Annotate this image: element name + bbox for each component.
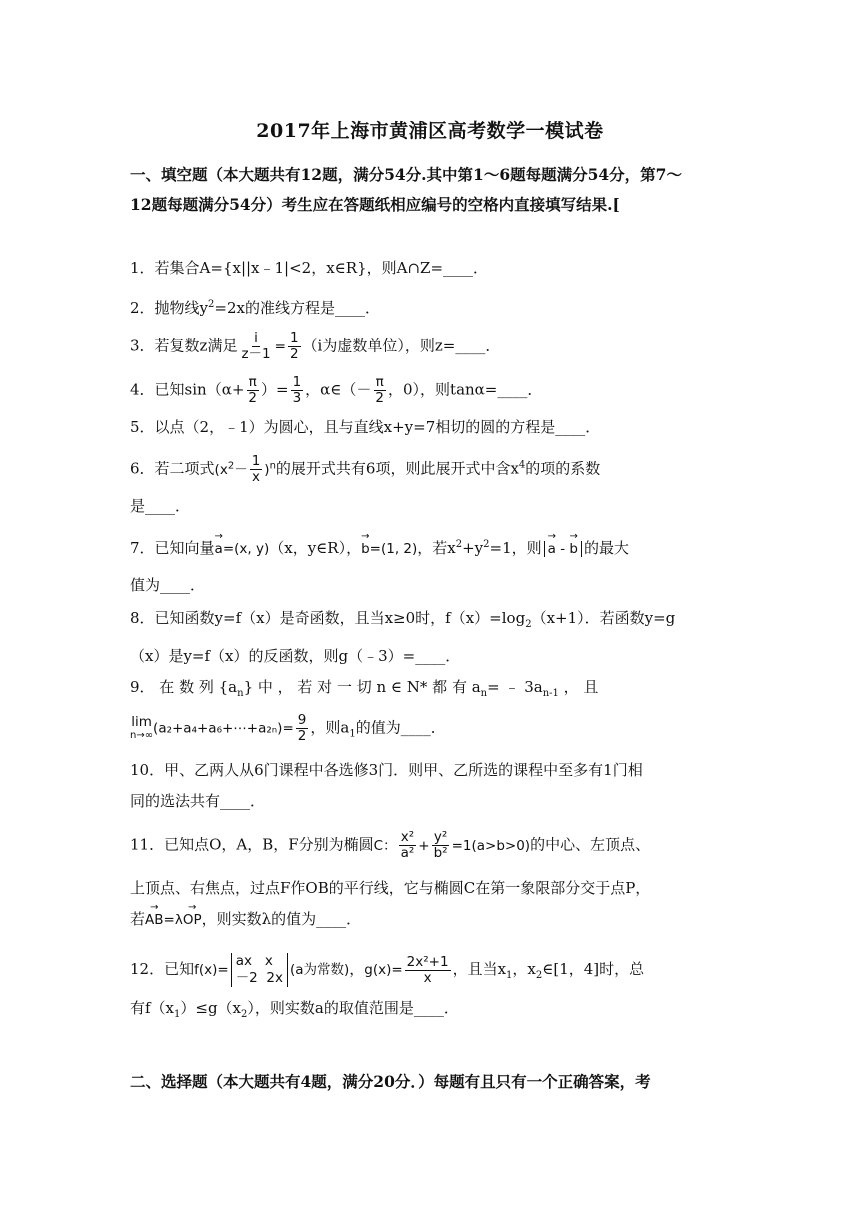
- q7-vector-a-expr: [215, 541, 270, 557]
- q11-text-b: 的中心、左顶点、: [530, 835, 651, 854]
- question-9: [130, 676, 730, 746]
- q11-den1: a²: [400, 845, 415, 861]
- q4-den3: 2: [375, 390, 384, 406]
- q11-ellipse-eq: [373, 829, 531, 861]
- q12-line2-sub2: 2: [241, 1009, 248, 1020]
- q7-expr2: =(1, 2): [369, 541, 418, 557]
- q12-sub1: 1: [506, 970, 513, 981]
- q7-line2: 值为____．: [130, 576, 206, 594]
- q4-num1: π: [248, 374, 257, 390]
- q3-fraction-1: [239, 331, 272, 362]
- q6-num: 1: [251, 453, 261, 469]
- q3-text-a: 3．若复数z满足: [130, 336, 238, 355]
- q9-line1: [130, 676, 730, 705]
- q9-text-b: } 中 ， 若 对 一 切 n ∈ N* 都 有 a: [243, 678, 481, 696]
- question-4: [130, 375, 730, 406]
- q6-expr-b: －: [234, 461, 248, 478]
- question-1: 1．若集合A={x||x﹣1|<2，x∈R}，则A∩Z=____．: [130, 259, 489, 277]
- q11-vector-eq: [145, 912, 202, 928]
- q4-den1: 2: [248, 390, 257, 406]
- q12-line2-c: ），则实数a的取值范围是____．: [247, 999, 459, 1017]
- q6-den: x: [251, 469, 260, 485]
- q9-sub-n-2: n: [480, 688, 488, 699]
- q11-vector-op: → OP: [183, 909, 202, 931]
- q3-den2: 2: [289, 346, 299, 362]
- q12-text-a: 12．已知: [130, 960, 195, 978]
- q11-num2: y²: [433, 829, 448, 845]
- q11-line1: [130, 830, 730, 861]
- q12-det-row1: ax x: [235, 953, 273, 969]
- q12-sub2: 2: [535, 970, 543, 981]
- q11-text-a: 11．已知点O，A，B，F分别为椭圆: [130, 835, 374, 854]
- q12-line1: [130, 953, 730, 987]
- question-6: [130, 454, 730, 517]
- q12-line2: [130, 997, 730, 1026]
- q11-line3-b: ，则实数λ的值为____．: [201, 910, 362, 928]
- q12-text-b: ，且当x: [452, 960, 507, 978]
- question-8: [130, 607, 730, 667]
- q11-cond: =1(a>b>0): [451, 837, 531, 854]
- q11-plus: +: [418, 837, 430, 854]
- q12-const: (a为常数): [289, 962, 350, 978]
- q11-den2: b²: [433, 845, 448, 861]
- q9-limit: [130, 715, 153, 743]
- q12-gx: g(x)=: [364, 962, 403, 978]
- q4-den2: 3: [292, 390, 302, 406]
- q3-num2: 1: [289, 330, 299, 346]
- question-2: [130, 294, 730, 319]
- q3-eq: =: [274, 338, 286, 355]
- q9-expr: (a₂+a₄+a₆+⋯+a₂ₙ)=: [153, 720, 294, 737]
- q6-text-a: 6．若二项式: [130, 459, 215, 478]
- q11-eq-lambda: =λ: [163, 912, 183, 928]
- q9-lim: lim: [131, 713, 152, 730]
- q7-text-e: =1，则: [489, 539, 542, 557]
- q6-expr-sup: 2: [227, 460, 235, 471]
- q7-text-f: 的最大: [583, 539, 629, 557]
- q10-line2: 同的选法共有____．: [130, 792, 266, 810]
- q7-text-b: （x，y∈R），: [269, 539, 362, 557]
- q6-binomial: [214, 453, 276, 485]
- q12-text-d: ∈[1，4]时，总: [542, 960, 645, 978]
- q9-tail-b: 的值为____．: [355, 718, 446, 737]
- q7-line1: [130, 534, 730, 560]
- q9-text-a: 9． 在 数 列 {a: [130, 678, 238, 696]
- q3-text-b: （i为虚数单位），则z=____．: [302, 336, 501, 355]
- section2-heading: 二、选择题（本大题共有4题，满分20分．）每题有且只有一个正确答案，考: [130, 1072, 651, 1091]
- q4-text-d: ，0），则tanα=____．: [388, 380, 543, 399]
- q3-num1: i: [254, 330, 258, 346]
- q12-den: x: [423, 969, 432, 986]
- q8-line1: [130, 607, 730, 636]
- q6-sup4: 4: [518, 459, 526, 471]
- q8-sub: 2: [525, 619, 532, 630]
- q9-fraction: [296, 713, 309, 744]
- q6-text-b: 的展开式共有6项，则此展开式中含x: [275, 459, 519, 478]
- section1-heading-line1: 一、填空题（本大题共有12题，满分54分.其中第1～6题每题满分54分，第7～: [130, 165, 682, 184]
- q7-vector-b-expr: [361, 541, 417, 557]
- q4-fraction-3: [373, 375, 386, 406]
- question-10: [130, 759, 730, 812]
- section1-heading-line2: 12题每题满分54分）考生应在答题纸相应编号的空格内直接填写结果.[: [130, 195, 620, 214]
- section1-heading: [130, 160, 730, 220]
- q6-fraction: [250, 454, 263, 485]
- q9-text-d: ， 且: [558, 678, 599, 696]
- question-11: [130, 830, 730, 931]
- q4-text-a: 4．已知sin（α+: [130, 380, 245, 399]
- q7-vector-a: → a: [215, 538, 223, 560]
- q3-den1: z－1: [241, 346, 271, 362]
- q7-abs-vector-a: → a: [548, 538, 556, 560]
- q7-expr1: =(x, y): [222, 541, 270, 557]
- q7-sup-2: 2: [483, 539, 490, 550]
- q11-ell: C：: [373, 837, 397, 854]
- q6-line1: [130, 454, 730, 485]
- q6-line2: 是____．: [130, 497, 191, 515]
- q9-sub-n: n: [237, 688, 244, 699]
- q11-line3: [130, 908, 730, 931]
- q3-fraction-2: [288, 331, 301, 362]
- q11-vector-ab: → AB: [145, 909, 164, 931]
- q2-text-b: =2x的准线方程是____．: [214, 299, 380, 317]
- q8-line2: （x）是y=f（x）的反函数，则g（﹣3）=____．: [130, 647, 461, 665]
- q4-text-b: ）=: [261, 380, 289, 399]
- q12-fraction: [405, 955, 451, 986]
- question-5: 5．以点（2，﹣1）为圆心，且与直线x+y=7相切的圆的方程是____．: [130, 418, 601, 436]
- q12-line2-sub1: 1: [174, 1009, 181, 1020]
- q2-sup: 2: [208, 299, 215, 310]
- q6-expr-a: (x: [214, 461, 228, 478]
- q12-det-row2: －2 2x: [235, 970, 283, 986]
- q9-tail-a: ，则a: [310, 718, 350, 737]
- q11-fraction-1: [399, 830, 417, 861]
- q4-fraction-1: [246, 375, 259, 406]
- q12-comma: ，: [349, 960, 365, 978]
- question-7: [130, 534, 730, 596]
- question-3: [130, 331, 730, 362]
- q6-expr-n: n: [269, 460, 276, 471]
- question-12: [130, 953, 730, 1026]
- q6-text-c: 的项的系数: [525, 459, 601, 478]
- q8-text-b: （x+1）．若函数y=g: [531, 609, 676, 627]
- q9-lim-sub: n→∞: [130, 729, 154, 741]
- q11-line3-a: 若: [130, 910, 146, 928]
- q11-num1: x²: [400, 829, 415, 845]
- q4-num2: 1: [292, 374, 302, 390]
- q9-den: 2: [297, 728, 307, 744]
- q8-text-a: 8．已知函数y=f（x）是奇函数，且当x≥0时，f（x）=log: [130, 609, 526, 627]
- q7-abs-diff: [544, 541, 582, 557]
- q9-text-c: = ﹣ 3a: [487, 678, 543, 696]
- q11-fraction-2: [432, 830, 450, 861]
- q7-vector-b: → b: [361, 538, 370, 560]
- q12-text-c: ，x: [512, 960, 536, 978]
- q2-text-a: 2．抛物线y: [130, 299, 209, 317]
- q9-line2: [130, 713, 730, 746]
- q9-num: 9: [297, 712, 307, 728]
- q9-tail-sub: 1: [349, 728, 356, 740]
- q7-text-a: 7．已知向量: [130, 539, 215, 557]
- q12-line2-b: ）≤g（x: [180, 999, 242, 1017]
- q4-num3: π: [375, 374, 384, 390]
- q12-line2-a: 有f（x: [130, 999, 175, 1017]
- q7-text-d: +y: [462, 539, 484, 557]
- q7-abs-minus: -: [555, 541, 570, 557]
- q9-sub-n1: n-1: [542, 688, 559, 699]
- q12-num: 2x²+1: [406, 953, 449, 970]
- q7-abs-vector-b: → b: [569, 538, 578, 560]
- q12-fx: f(x)=: [194, 962, 229, 978]
- q7-text-c: ，若x: [417, 539, 456, 557]
- q7-sup-1: 2: [455, 539, 463, 550]
- page-title: 2017年上海市黄浦区高考数学一模试卷: [256, 120, 604, 142]
- q10-line1: 10．甲、乙两人从6门课程中各选修3门．则甲、乙所选的课程中至多有1门相: [130, 761, 643, 779]
- q11-line2: 上顶点、右焦点，过点F作OB的平行线，它与椭圆C在第一象限部分交于点P，: [130, 879, 651, 897]
- q6-expr-c: ): [264, 461, 270, 478]
- q4-fraction-2: [291, 375, 304, 406]
- q4-text-c: ，α∈（－: [305, 380, 372, 399]
- q12-determinant: [231, 953, 288, 987]
